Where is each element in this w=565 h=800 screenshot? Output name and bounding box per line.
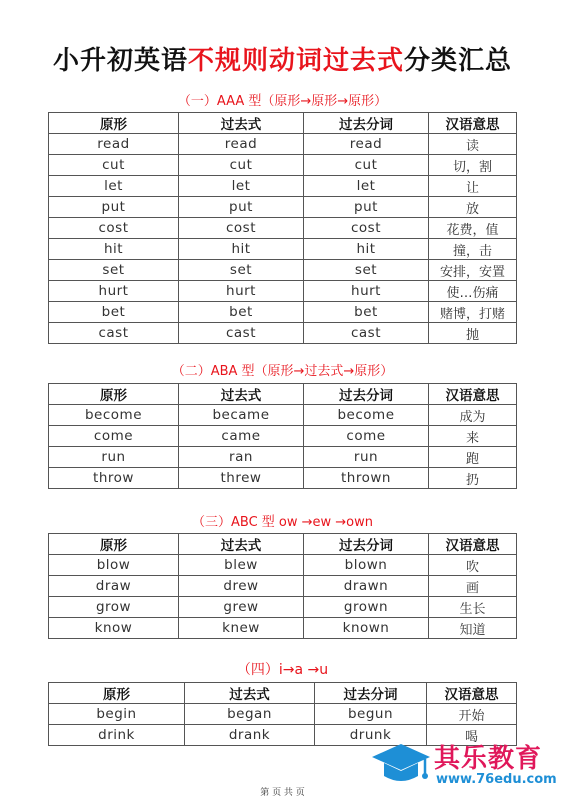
original-form-cell: draw (49, 576, 179, 597)
chinese-meaning-cell: 生长 (429, 597, 517, 618)
chinese-meaning-cell: 花费，值 (429, 218, 517, 239)
past-tense-cell: drew (179, 576, 304, 597)
past-participle-cell: set (304, 260, 429, 281)
table-row (49, 218, 517, 239)
past-tense-cell: cut (179, 155, 304, 176)
table-row (49, 197, 517, 218)
original-form-cell: blow (49, 555, 179, 576)
column-header: 过去式 (179, 113, 304, 134)
chinese-meaning-cell: 吹 (429, 555, 517, 576)
table-row (49, 618, 517, 639)
chinese-meaning-cell: 放 (429, 197, 517, 218)
past-participle-cell: cost (304, 218, 429, 239)
original-form-cell: drink (49, 725, 185, 746)
past-tense-cell: put (179, 197, 304, 218)
original-form-cell: grow (49, 597, 179, 618)
table-row (49, 281, 517, 302)
original-form-cell: put (49, 197, 179, 218)
title-highlight: 不规则动词过去式 (187, 46, 404, 76)
original-form-cell: come (49, 426, 179, 447)
chinese-meaning-cell: 使…伤痛 (429, 281, 517, 302)
original-form-cell: know (49, 618, 179, 639)
section-2-title: （二）ABA 型（原形→过去式→原形） (171, 364, 394, 379)
past-tense-cell: set (179, 260, 304, 281)
chinese-meaning-cell: 扔 (429, 468, 517, 489)
past-tense-cell: became (179, 405, 304, 426)
table-header-row (49, 113, 517, 134)
past-participle-cell: thrown (304, 468, 429, 489)
graduation-cap-icon (370, 740, 432, 788)
table-row (49, 134, 517, 155)
past-participle-cell: run (304, 447, 429, 468)
chinese-meaning-cell: 画 (429, 576, 517, 597)
past-tense-cell: threw (179, 468, 304, 489)
past-tense-cell: knew (179, 618, 304, 639)
original-form-cell: let (49, 176, 179, 197)
column-header: 过去分词 (304, 384, 429, 405)
page-footer: 第 页 共 页 (260, 788, 305, 798)
original-form-cell: bet (49, 302, 179, 323)
chinese-meaning-cell: 跑 (429, 447, 517, 468)
past-tense-cell: grew (179, 597, 304, 618)
chinese-meaning-cell: 读 (429, 134, 517, 155)
original-form-cell: set (49, 260, 179, 281)
past-tense-cell: cast (179, 323, 304, 344)
chinese-meaning-cell: 撞，击 (429, 239, 517, 260)
past-tense-cell: ran (179, 447, 304, 468)
past-participle-cell: put (304, 197, 429, 218)
verb-table-aaa (48, 112, 517, 344)
past-tense-cell: hurt (179, 281, 304, 302)
past-tense-cell: began (185, 704, 315, 725)
past-participle-cell: begun (315, 704, 427, 725)
table-row (49, 323, 517, 344)
table-row (49, 302, 517, 323)
table-row (49, 468, 517, 489)
table-header-row (49, 534, 517, 555)
table-row (49, 405, 517, 426)
past-tense-cell: came (179, 426, 304, 447)
past-participle-cell: come (304, 426, 429, 447)
table-row (49, 555, 517, 576)
column-header: 汉语意思 (429, 534, 517, 555)
column-header: 过去分词 (304, 113, 429, 134)
chinese-meaning-cell: 让 (429, 176, 517, 197)
verb-table-abc (48, 533, 517, 639)
past-participle-cell: read (304, 134, 429, 155)
chinese-meaning-cell: 抛 (429, 323, 517, 344)
column-header: 原形 (49, 384, 179, 405)
title-part3: 分类汇总 (404, 46, 513, 76)
verb-table-aba (48, 383, 517, 489)
column-header: 汉语意思 (427, 683, 517, 704)
original-form-cell: cut (49, 155, 179, 176)
past-participle-cell: drawn (304, 576, 429, 597)
column-header: 过去分词 (304, 534, 429, 555)
original-form-cell: begin (49, 704, 185, 725)
column-header: 原形 (49, 113, 179, 134)
past-tense-cell: let (179, 176, 304, 197)
title-part1: 小升初英语 (52, 46, 188, 76)
table-row (49, 704, 517, 725)
past-tense-cell: bet (179, 302, 304, 323)
column-header: 过去式 (179, 384, 304, 405)
past-tense-cell: drank (185, 725, 315, 746)
chinese-meaning-cell: 喝 (427, 725, 517, 746)
watermark-url: www.76edu.com (436, 772, 557, 787)
column-header: 过去式 (179, 534, 304, 555)
column-header: 原形 (49, 534, 179, 555)
past-participle-cell: let (304, 176, 429, 197)
chinese-meaning-cell: 知道 (429, 618, 517, 639)
table-row (49, 426, 517, 447)
original-form-cell: run (49, 447, 179, 468)
section-4-title: （四）i→a →u (236, 662, 329, 678)
table-row (49, 239, 517, 260)
past-participle-cell: drunk (315, 725, 427, 746)
past-tense-cell: read (179, 134, 304, 155)
table-header-row (49, 384, 517, 405)
past-participle-cell: grown (304, 597, 429, 618)
page-title (0, 40, 565, 77)
table-row (49, 155, 517, 176)
original-form-cell: cost (49, 218, 179, 239)
original-form-cell: read (49, 134, 179, 155)
past-participle-cell: hit (304, 239, 429, 260)
table-row (49, 447, 517, 468)
chinese-meaning-cell: 来 (429, 426, 517, 447)
table-row (49, 260, 517, 281)
chinese-meaning-cell: 安排，安置 (429, 260, 517, 281)
table-row (49, 597, 517, 618)
past-participle-cell: become (304, 405, 429, 426)
column-header: 过去分词 (315, 683, 427, 704)
column-header: 汉语意思 (429, 384, 517, 405)
table-row (49, 176, 517, 197)
watermark-name: 其乐教育 (434, 744, 543, 774)
chinese-meaning-cell: 开始 (427, 704, 517, 725)
past-participle-cell: bet (304, 302, 429, 323)
past-participle-cell: known (304, 618, 429, 639)
original-form-cell: throw (49, 468, 179, 489)
past-tense-cell: hit (179, 239, 304, 260)
table-row (49, 576, 517, 597)
chinese-meaning-cell: 赌博，打赌 (429, 302, 517, 323)
column-header: 过去式 (185, 683, 315, 704)
chinese-meaning-cell: 切，割 (429, 155, 517, 176)
past-tense-cell: blew (179, 555, 304, 576)
original-form-cell: hit (49, 239, 179, 260)
table-header-row (49, 683, 517, 704)
original-form-cell: become (49, 405, 179, 426)
past-participle-cell: cast (304, 323, 429, 344)
past-participle-cell: cut (304, 155, 429, 176)
section-3-title: （三）ABC 型 ow →ew →own (191, 515, 374, 530)
section-1-title: （一）AAA 型（原形→原形→原形） (177, 94, 388, 109)
past-tense-cell: cost (179, 218, 304, 239)
watermark-logo (370, 736, 560, 794)
column-header: 汉语意思 (429, 113, 517, 134)
past-participle-cell: hurt (304, 281, 429, 302)
chinese-meaning-cell: 成为 (429, 405, 517, 426)
column-header: 原形 (49, 683, 185, 704)
original-form-cell: cast (49, 323, 179, 344)
original-form-cell: hurt (49, 281, 179, 302)
past-participle-cell: blown (304, 555, 429, 576)
